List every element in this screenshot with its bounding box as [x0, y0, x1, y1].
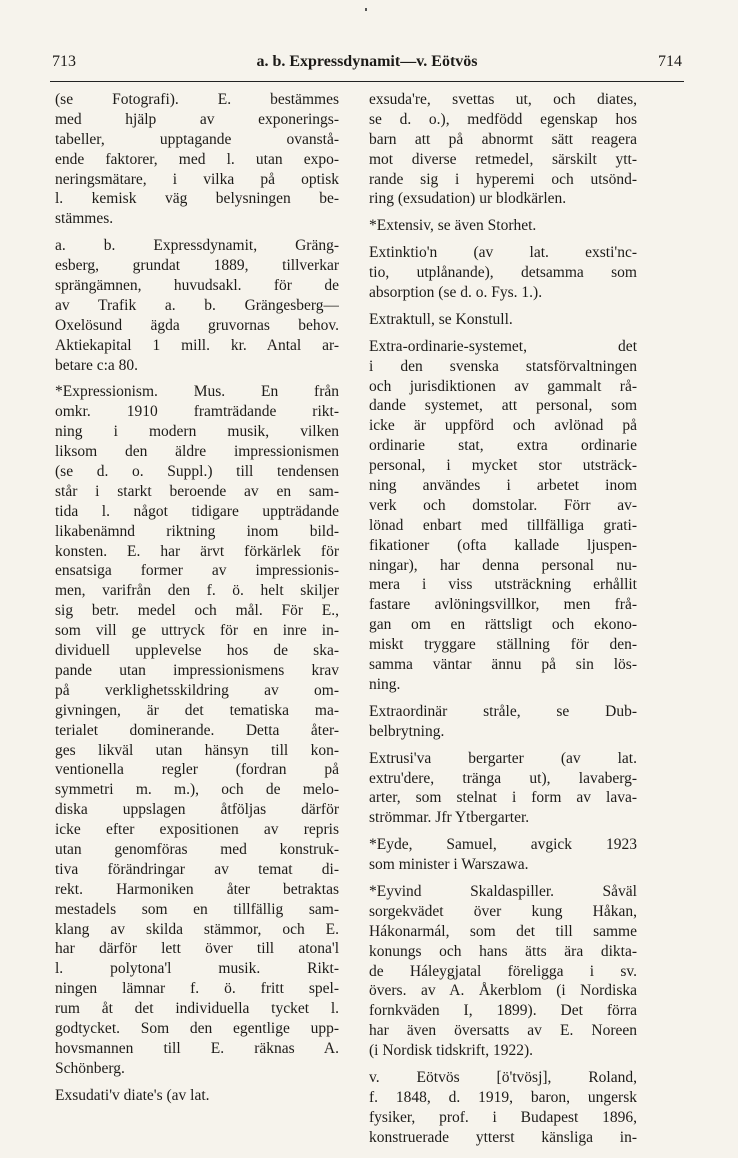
text-line: Aktiekapital 1 mill. kr. Antal ar-: [55, 336, 339, 354]
entry-heading-line: *Expressionism. Mus. En från: [55, 383, 339, 401]
text-line: står i starkt beroende av en sam-: [55, 482, 339, 500]
text-line: barn att på abnormt sätt reagera: [369, 130, 637, 148]
text-line: på verklighetsskildring av om-: [55, 681, 339, 699]
text-line: lönad enbart med tillfälliga grati-: [369, 516, 637, 534]
text-line: ring (exsudation) ur blodkärlen.: [369, 190, 567, 208]
entry-heading-line: *Extensiv, se även Storhet.: [369, 217, 537, 235]
text-line: tiva förändringar av temat di-: [55, 860, 339, 878]
text-line: f. 1848, d. 1919, baron, ungersk: [369, 1088, 637, 1106]
text-line: i den svenska statsförvaltningen: [369, 357, 637, 375]
text-line: fastare avlöningsvillkor, men frå-: [369, 596, 637, 614]
text-line: arter, som stelnat i form av lava-: [369, 789, 637, 807]
text-line: ning i modern musik, vilken: [55, 423, 339, 441]
text-line: har därför lett över till atona'l: [55, 940, 339, 958]
text-line: pande utan impressionismens krav: [55, 661, 339, 679]
text-line: liksom den äldre impressionismen: [55, 443, 339, 461]
page-header: [52, 50, 682, 74]
text-line: verk och domstolar. Förr av-: [369, 496, 637, 514]
text-line: rekt. Harmoniken åter betraktas: [55, 880, 339, 898]
text-line: ordinarie stat, extra ordinarie: [369, 437, 637, 455]
text-line: hovsmannen till E. räknas A.: [55, 1039, 339, 1057]
text-line: av Trafik a. b. Grängesberg—: [55, 296, 339, 314]
right-column: [369, 90, 637, 1148]
text-line: ningar), har denna personal nu-: [369, 556, 637, 574]
entry-heading-line: Extra-ordinarie-systemet, det: [369, 337, 637, 355]
text-line: ning användes i arbetet inom: [369, 477, 637, 495]
text-line: de Háleygjatal föreligga i sv.: [369, 962, 637, 980]
entry-heading-line: *Eyde, Samuel, avgick 1923: [369, 836, 637, 854]
text-line: omkr. 1910 framträdande rikt-: [55, 403, 339, 421]
page-number-right: 714: [658, 53, 682, 70]
text-line: ventionella regler (fordran på: [55, 761, 339, 779]
text-line: dande systemet, att personal, som: [369, 397, 637, 415]
print-speck: [365, 8, 367, 11]
header-rule: [50, 81, 684, 82]
text-line: övers. av A. Åkerblom (i Nordiska: [369, 982, 637, 1000]
text-line: likabenämnd riktning inom bild-: [55, 522, 339, 540]
text-line: belbrytning.: [369, 722, 445, 740]
text-line: l. polytona'l musik. Rikt-: [55, 960, 339, 978]
entry-heading-line: a. b. Expressdynamit, Gräng-: [55, 237, 339, 255]
text-line: betare c:a 80.: [55, 356, 139, 374]
text-line: samma väntar ännu på sin lös-: [369, 656, 637, 674]
running-title: a. b. Expressdynamit—v. Eötvös: [256, 53, 478, 70]
text-line: givningen, är det tematiska ma-: [55, 701, 339, 719]
text-line: tida l. något tidigare uppträdande: [55, 502, 339, 520]
text-line: ensatsiga former av impressionis-: [55, 562, 339, 580]
entry-heading-line: Extrusi'va bergarter (av lat.: [369, 749, 637, 767]
text-line: och jurisdiktionen av gammalt rå-: [369, 377, 637, 395]
text-line: men, varifrån den f. ö. helt skiljer: [55, 582, 339, 600]
text-line: konungs och hans ätts ära dikta-: [369, 942, 637, 960]
text-line: icke är uppförd och avlönad på: [369, 417, 637, 435]
text-line: personal, i mycket stor utsträck-: [369, 457, 637, 475]
text-line: fikationer (ofta kallade ljuspen-: [369, 536, 637, 554]
text-line: klang av skilda stämmor, och E.: [55, 920, 339, 938]
text-line: ningen lämnar f. ö. fritt spel-: [55, 980, 339, 998]
text-line: tio, utplånande), detsamma som: [369, 264, 637, 282]
text-line: (i Nordisk tidskrift, 1922).: [369, 1042, 534, 1060]
text-line: extru'dere, tränga ut), lavaberg-: [369, 769, 637, 787]
text-line: mera i viss utsträckning erhållit: [369, 576, 637, 594]
text-line: rande sig i hyperemi och utsönd-: [369, 170, 637, 188]
text-line: med hjälp av exponerings-: [55, 110, 339, 128]
text-line: exsuda're, svettas ut, och diates,: [369, 91, 637, 108]
text-line: absorption (se d. o. Fys. 1.).: [369, 284, 543, 302]
text-line: Schönberg.: [55, 1059, 125, 1077]
text-line: som minister i Warszawa.: [369, 856, 529, 874]
text-line: ende faktorer, med l. utan expo-: [55, 150, 339, 168]
entry-heading-line: Exsudati'v diate's (av lat.: [55, 1086, 210, 1104]
text-line: mestadels som en tillfällig sam-: [55, 900, 339, 918]
text-line: konstruerade ytterst känsliga in-: [369, 1128, 637, 1146]
text-line: icke efter expositionen av repris: [55, 821, 339, 839]
text-line: fornkväden I, 1899). Det förra: [369, 1002, 637, 1020]
text-line: miskt tryggare ställning för den-: [369, 636, 637, 654]
text-line: sig betr. medel och mål. För E.,: [55, 602, 339, 620]
text-line: konsten. E. har ärvt förkärlek för: [55, 542, 339, 560]
text-line: (se d. o. Suppl.) till tendensen: [55, 463, 339, 481]
text-line: sorgekvädet över kung Håkan,: [369, 902, 637, 920]
page-number-left: 713: [52, 53, 76, 70]
text-line: mot diverse retmedel, särskilt ytt-: [369, 150, 637, 168]
entry-heading-line: *Eyvind Skaldaspiller. Såväl: [369, 882, 637, 900]
text-line: sprängämnen, huvudsakl. för de: [55, 277, 339, 295]
left-column: [55, 90, 339, 1106]
text-line: neringsmätare, i vilka på optisk: [55, 170, 339, 188]
text-line: dividuell upplevelse hos de ska-: [55, 642, 339, 660]
text-line: rum åt det individuella tycket l.: [55, 1000, 339, 1018]
text-line: diska uppslagen åtföljas därför: [55, 801, 339, 819]
text-line: ges likväl utan hänsyn till kon-: [55, 741, 339, 759]
text-line: utan genomföras med konstruk-: [55, 840, 339, 858]
entry-heading-line: Extinktio'n (av lat. exsti'nc-: [369, 244, 637, 262]
text-line: fysiker, prof. i Budapest 1896,: [369, 1108, 637, 1126]
entry-heading-line: Extraordinär stråle, se Dub-: [369, 702, 637, 720]
entry-heading-line: v. Eötvös [ö'tvösj], Roland,: [369, 1068, 637, 1086]
text-line: stämmes.: [55, 210, 114, 228]
entry-heading-line: Extraktull, se Konstull.: [369, 310, 513, 328]
text-line: ning.: [369, 675, 401, 693]
text-line: symmetri m. m.), och de melo-: [55, 781, 339, 799]
text-line: (se Fotografi). E. bestämmes: [55, 91, 339, 108]
text-line: som vill ge uttryck för en inre in-: [55, 622, 339, 640]
text-line: se d. o.), medfödd egenskap hos: [369, 110, 637, 128]
text-line: terialet dominerande. Detta åter-: [55, 721, 339, 739]
text-line: gan om en rättsligt och ekono-: [369, 616, 637, 634]
text-line: Hákonarmál, som det till samme: [369, 922, 637, 940]
text-line: tabeller, upptagande ovanstå-: [55, 130, 339, 148]
text-line: l. kemisk väg belysningen be-: [55, 190, 339, 208]
text-line: strömmar. Jfr Ytbergarter.: [369, 809, 530, 827]
text-line: godtycket. Som den egentlige upp-: [55, 1019, 339, 1037]
text-line: har även översatts av E. Noreen: [369, 1022, 637, 1040]
text-line: Oxelösund ägda gruvornas behov.: [55, 316, 339, 334]
text-line: esberg, grundat 1889, tillverkar: [55, 257, 339, 275]
